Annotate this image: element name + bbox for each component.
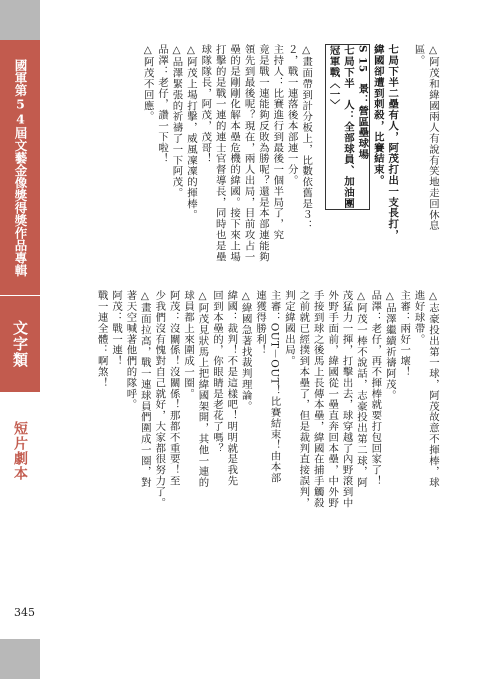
text-line: 打擊的是戰一連的連士官督導長，同時也是壘 bbox=[213, 44, 226, 262]
text-line: 阿茂：戰一連！ bbox=[110, 290, 123, 367]
text-line: 主持人：比賽進行到最後一個半局了，究 bbox=[271, 44, 284, 241]
text-line: △品澤緊張的祈禱了一下阿茂。 bbox=[170, 44, 183, 199]
text-line: 七局下半 人：全部球員、加油團 bbox=[341, 45, 354, 209]
text-line: 主審：兩好一壞！ bbox=[398, 290, 411, 378]
text-line: 壘的是剛剛化解本壘危機的緯國。接下來上場 bbox=[228, 44, 241, 262]
text-column-lower bbox=[94, 290, 440, 530]
text-line: △阿茂一棒不說話，志豪投出第二球，阿 bbox=[354, 290, 367, 488]
text-line: △阿茂見狀馬上把緯國架開，其他一連的 bbox=[196, 290, 209, 488]
text-line: 之前就已經撲到本壘了，但是裁判直接誤判， bbox=[297, 290, 310, 508]
text-line: 領先到最後呢？現在，兩人出局，目前攻占一 bbox=[242, 44, 255, 262]
text-line: 手接到球之後馬上長傳本壘，緯國在捕手觸殺 bbox=[311, 290, 324, 508]
sidebar-bottom-block bbox=[0, 639, 40, 679]
text-line: 區。 bbox=[412, 44, 425, 66]
sidebar-subcategory: 短片劇本 bbox=[12, 421, 28, 481]
text-line: △緯國急著找裁判理論。 bbox=[239, 290, 252, 412]
text-line: 主審：OUT－OUT！比賽結束！由本部 bbox=[268, 290, 281, 484]
text-line: 連獲得勝利！ bbox=[254, 290, 267, 356]
text-line: 外野手面前，緯國從一壘直奔回本壘，中外野 bbox=[326, 290, 339, 508]
text-line: △阿茂和緯國兩人有說有笑地走回休息 bbox=[427, 44, 439, 231]
text-line: 阿茂：沒關係！沒關係！那都不重要！至 bbox=[167, 290, 180, 487]
text-line: △阿茂不回應。 bbox=[141, 44, 154, 122]
text-line: ２，戰一連落後本部連一分。 bbox=[285, 44, 298, 186]
text-line: 品澤：老仔，再不揮棒就要打包回家了！ bbox=[369, 290, 382, 487]
text-line: 判定緯國出局。 bbox=[282, 290, 295, 367]
text-line: 茂猛力一揮，打擊出去，球穿越了內野滾到中 bbox=[340, 290, 353, 508]
text-line: 竟是戰一連能夠反敗為勝呢？還是本部連能夠 bbox=[256, 44, 269, 262]
text-line: 球隊隊長，阿茂，茂哥！ bbox=[199, 44, 212, 164]
sidebar-top-block bbox=[0, 0, 40, 40]
text-column-upper bbox=[140, 44, 440, 272]
text-line: △志豪投出第一球，阿茂故意不揮棒，球 bbox=[427, 290, 439, 488]
text-line: △品澤繼續祈禱阿茂。 bbox=[383, 290, 396, 401]
page-number: 345 bbox=[14, 606, 35, 619]
text-line: 進好球帶。 bbox=[412, 290, 425, 345]
text-line: 緯國卻遭到刺殺，比賽結束。 bbox=[371, 44, 384, 186]
text-line bbox=[313, 44, 325, 272]
text-line: 品澤：老仔，讚一下啦！ bbox=[156, 44, 169, 164]
text-line: 戰一連全體：啊煞！ bbox=[95, 290, 108, 389]
text-line: S 15 景：營區壘球場 bbox=[356, 45, 369, 160]
sidebar-title: 國軍第54屆文藝金像獎得獎作品專輯 bbox=[0, 40, 40, 295]
sidebar bbox=[0, 0, 40, 679]
text-line: 回到本壘的，你眼睛是老花了嗎？ bbox=[210, 290, 223, 454]
text-line: 少我們沒有愧對自己就好，大家都很努力了。 bbox=[153, 290, 166, 508]
text-line: 冠軍戰〈一〉 bbox=[327, 45, 340, 111]
text-line: △阿茂上場打擊，威風凜凜的揮棒。 bbox=[184, 44, 197, 220]
scene-heading-box bbox=[325, 44, 370, 210]
sidebar-category: 文字類 bbox=[0, 296, 40, 392]
text-line: 球員都上來圍成一圈。 bbox=[182, 290, 195, 399]
text-line: △畫面拉高，戰一連球員們圍成一圈，對 bbox=[138, 290, 151, 488]
text-line bbox=[399, 44, 411, 272]
text-line: 緯國：裁判！不是這樣吧！明明就是我先 bbox=[225, 290, 238, 487]
text-line: 七局下半二壘有人，阿茂打出一支長打， bbox=[386, 44, 399, 241]
text-line: △畫面帶到計分板上，比數依舊是３： bbox=[300, 44, 313, 231]
text-line: 著天空喊著他們的隊呼。 bbox=[124, 290, 137, 410]
